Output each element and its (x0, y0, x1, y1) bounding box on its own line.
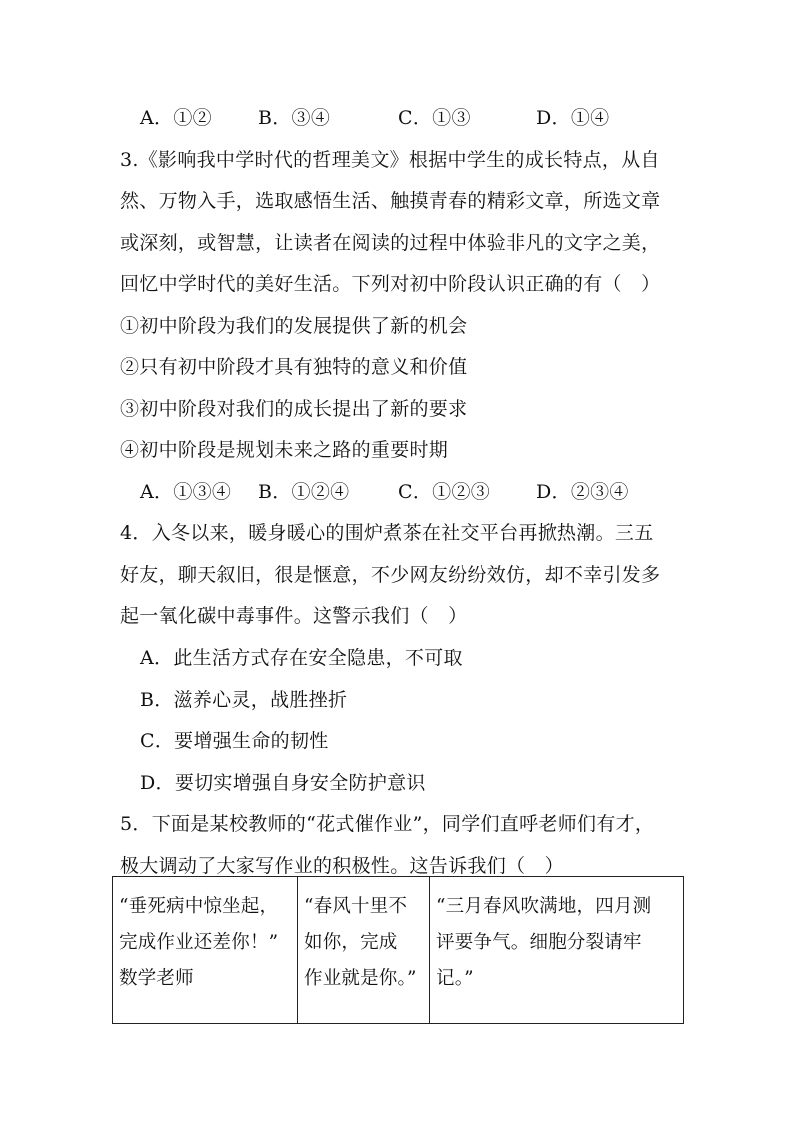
q3-option-b: B．①②④ (258, 481, 350, 503)
q2-option-b: B．③④ (258, 107, 331, 129)
table-cell-march-spring (430, 877, 684, 1024)
table-cell-spring-breeze (298, 877, 430, 1024)
cell-line: 如你，完成 (304, 932, 398, 953)
q3-statement-4: ④初中阶段是规划未来之路的重要时期 (120, 439, 449, 461)
q2-option-d: D．①④ (536, 107, 610, 129)
q3-option-d: D．②③④ (536, 481, 629, 503)
q4-option-d: D．要切实增强自身安全防护意识 (140, 772, 426, 794)
q5-stem-line: 极大调动了大家写作业的积极性。这告诉我们（ ） (120, 855, 564, 877)
q4-option-a: A．此生活方式存在安全隐患，不可取 (140, 647, 463, 669)
q3-option-a: A．①③④ (140, 481, 232, 503)
table-cell-math-teacher (113, 877, 298, 1024)
cell-line: “三月春风吹满地，四月测 (436, 896, 652, 917)
cell-line: “垂死病中惊坐起， (119, 896, 279, 917)
q4-stem-line: 4．入冬以来，暖身暖心的围炉煮茶在社交平台再掀热潮。三五 (120, 522, 654, 544)
q4-stem-line: 起一氧化碳中毒事件。这警示我们（ ） (120, 605, 468, 627)
cell-line: 记。” (436, 968, 474, 989)
q4-option-c: C．要增强生命的韧性 (140, 730, 329, 752)
table-row (113, 877, 684, 1024)
cell-line: 完成作业还差你！” (119, 932, 279, 953)
q3-stem-line: 回忆中学时代的美好生活。下列对初中阶段认识正确的有（ ） (120, 273, 661, 295)
q3-statement-2: ②只有初中阶段才具有独特的意义和价值 (120, 356, 468, 378)
cell-line: 数学老师 (119, 968, 194, 989)
q3-statement-3: ③初中阶段对我们的成长提出了新的要求 (120, 398, 468, 420)
q5-table (112, 876, 684, 1024)
q3-stem-line: 3.《影响我中学时代的哲理美文》根据中学生的成长特点，从自 (120, 149, 660, 171)
q4-option-b: B．滋养心灵，战胜挫折 (140, 689, 348, 711)
q3-option-c: C．①②③ (398, 481, 491, 503)
q4-stem-line: 好友，聊天叙旧，很是惬意，不少网友纷纷效仿，却不幸引发多 (120, 564, 661, 586)
cell-line: 评要争气。细胞分裂请牢 (436, 932, 642, 953)
cell-line: “春风十里不 (304, 896, 408, 917)
q2-option-c: C．①③ (398, 107, 471, 129)
q5-stem-line: 5．下面是某校教师的“花式催作业”，同学们直呼老师们有才， (120, 813, 655, 835)
cell-line: 作业就是你。” (304, 968, 417, 989)
q3-stem-line: 然、万物入手，选取感悟生活、触摸青春的精彩文章，所选文章 (120, 190, 661, 212)
q3-stem-line: 或深刻，或智慧，让读者在阅读的过程中体验非凡的文字之美， (120, 232, 661, 254)
q3-statement-1: ①初中阶段为我们的发展提供了新的机会 (120, 315, 468, 337)
q2-option-a: A．①② (140, 107, 212, 129)
